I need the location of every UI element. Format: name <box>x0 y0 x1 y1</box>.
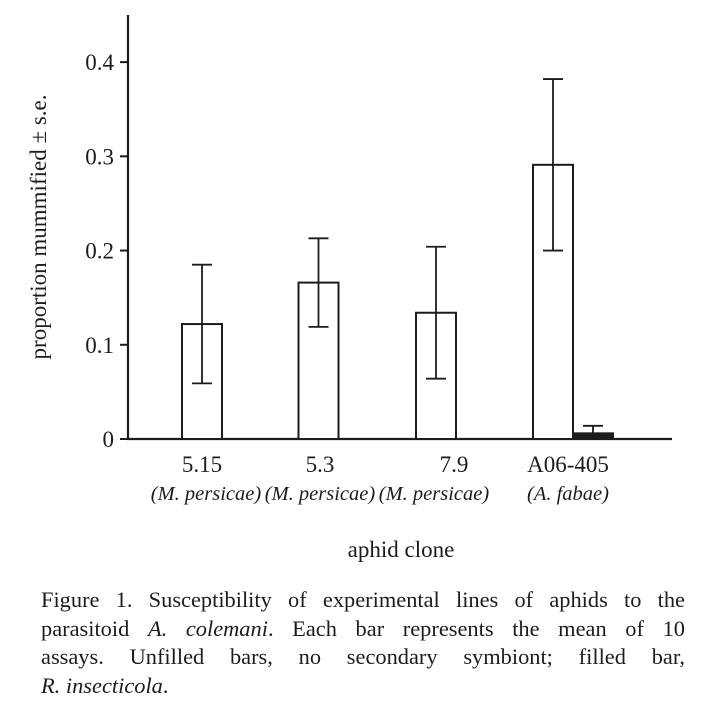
caption-text: . <box>162 672 169 698</box>
category-label: 5.15 <box>181 452 223 477</box>
filled-bar-A06-405 <box>573 433 613 439</box>
category-sublabel: (M. persicae) <box>150 483 262 505</box>
category-label: 7.9 <box>439 452 469 477</box>
y-tick-label: 0 <box>102 427 114 452</box>
caption-text: parasitoid <box>41 615 148 641</box>
y-tick-label: 0.4 <box>85 50 114 76</box>
plot-area <box>85 15 672 505</box>
caption-line <box>41 615 685 644</box>
y-tick-label: 0.2 <box>85 238 114 264</box>
caption-text: assays. Unfilled bars, no secondary symbiont; filled bar, <box>41 644 685 670</box>
caption-species-name: R. insecticola <box>41 672 163 698</box>
caption-line <box>41 586 685 615</box>
category-sublabel: (A. fabae) <box>527 483 609 505</box>
category-label: A06-405 <box>527 452 609 477</box>
category-sublabel: (M. persicae) <box>378 483 490 505</box>
caption-species-name: A. colemani <box>147 615 268 641</box>
caption-line <box>41 672 685 701</box>
y-axis-title: proportion mummified ± s.e. <box>26 94 51 360</box>
category-sublabel: (M. persicae) <box>264 483 376 505</box>
x-axis-title: aphid clone <box>347 537 455 562</box>
figure-caption <box>41 586 685 700</box>
category-label: 5.3 <box>305 452 335 477</box>
y-tick-label: 0.3 <box>85 144 114 170</box>
caption-text: . Each bar represents the mean of 10 <box>267 615 685 641</box>
caption-text: Figure 1. Susceptibility of experimental lines of aphids to the <box>41 587 685 612</box>
caption-line <box>41 643 685 672</box>
y-tick-label: 0.1 <box>85 332 114 358</box>
